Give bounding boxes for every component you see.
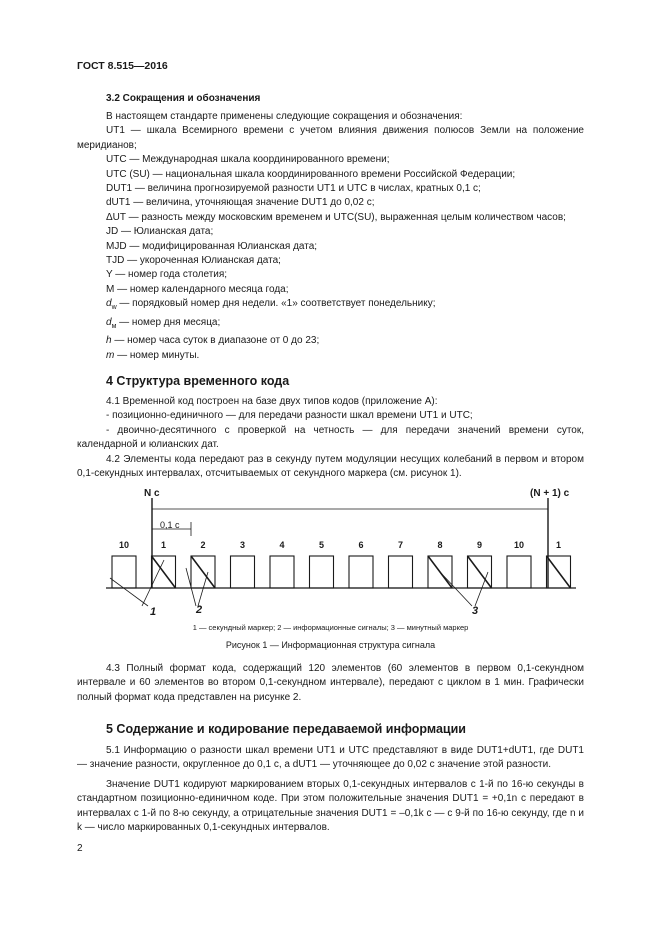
slot-label: 10 <box>118 540 130 550</box>
slot-box <box>112 556 136 588</box>
figure-1-caption: Рисунок 1 — Информационная структура сигнала <box>225 640 436 650</box>
abbrev-dut1: DUT1 — величина прогнозируемой разности UT1 и UTC в числах, кратных 0,1 с; <box>106 183 481 195</box>
slot-label: 3 <box>239 540 246 550</box>
para-5-1-dut1: Значение DUT1 кодируют маркированием вторых 0,1-секундных интервалов с 1-й по 16-ю секунды в стандартном позиционно-единичном коде. При этом положительные значения DUT1 = +0,1n с передают в интервалах с 1-й по 8-ю секунду, а отрицательные значения DUT1 = –0,1k с — с 9-й по 16-ю секунду, где n и k — число маркированных 0,1-секундных интервалов. <box>77 778 584 834</box>
abbrev-dw: $d_w$ — порядковый номер дня недели. «1» соответствует понедельнику; <box>106 298 436 312</box>
slot-label: 5 <box>318 540 325 550</box>
para-4-3: 4.3 Полный формат кода, содержащий 120 элементов (60 элементов в первом 0,1-секундном интервале и 60 элементов во втором 0,1-секундном интервале), передают с циклом в 1 мин. Графически полный формат кода представлен на рисунке 2. <box>77 663 584 703</box>
page-number: 2 <box>77 843 83 854</box>
slot-box <box>270 556 294 588</box>
abbrev-jd: JD — Юлианская дата; <box>106 226 214 238</box>
section-4-body <box>77 395 584 481</box>
slot-label: 6 <box>358 540 364 550</box>
callout-1-line-a <box>142 560 164 606</box>
callout-3-label: 3 <box>472 605 479 617</box>
section-4-title: 4 Структура временного кода <box>106 374 290 388</box>
label-interval: 0,1 с <box>160 520 180 530</box>
abbrev-delta-ut: ΔUT — разность между московским временем и UTC(SU), выраженная целым количеством часов; <box>106 211 566 223</box>
callout-2-label: 2 <box>196 604 203 616</box>
abbrev-dut1-small: dUT1 — величина, уточняющая значение DUT1 до 0,02 с; <box>106 197 375 209</box>
section-5-title: 5 Содержание и кодирование передаваемой информации <box>106 722 466 736</box>
callout-1-label: 1 <box>150 606 157 618</box>
bullet-positional: - позиционно-единичного — для передачи разности шкал времени UT1 и UTC; <box>106 410 473 422</box>
document-header: ГОСТ 8.515—2016 <box>77 60 168 72</box>
section-5-body <box>77 744 584 835</box>
abbrev-y: Y — номер года столетия; <box>106 269 228 281</box>
abbrev-tjd: TJD — укороченная Юлианская дата; <box>106 255 281 267</box>
abbrev-utc-su: UTC (SU) — национальная шкала координированного времени Российской Федерации; <box>106 168 516 180</box>
abbrev-mjd: MJD — модифицированная Юлианская дата; <box>106 240 318 252</box>
para-4-2: 4.2 Элементы кода передают раз в секунду путем модуляции несущих колебаний в первом и втором 0,1-секундных интервалах, отсчитываемых от секундного маркера (см. рисунок 1). <box>77 453 584 480</box>
label-n: N c <box>144 488 160 499</box>
para-4-3-wrap <box>77 662 584 705</box>
slot-label: 8 <box>437 540 443 550</box>
bullet-bcd: - двоично-десятичного с проверкой на четность — для передачи значений времени суток, календарной и юлианских дат. <box>77 424 584 451</box>
callout-3-line-b <box>475 572 488 606</box>
slot-label: 7 <box>397 540 404 550</box>
abbrev-dm: $d_м$ — номер дня месяца; <box>106 316 221 330</box>
para-5-1: 5.1 Информацию о разности шкал времени UT1 и UTC представляют в виде DUT1+dUT1, где DUT1 — значение разности, округленное до 0,1 с, a dUT1 — уточняющее до 0,02 с значение этой разности. <box>77 745 584 771</box>
section-3-2-body <box>77 110 584 363</box>
abbrev-utc: UTC — Международная шкала координированного времени; <box>106 154 390 166</box>
slot-label: 2 <box>200 540 206 550</box>
label-n-plus-1: (N + 1) c <box>530 488 570 499</box>
section-3-2-intro: В настоящем стандарте применены следующие сокращения и обозначения: <box>106 111 463 122</box>
abbrev-ut1: UT1 — шкала Всемирного времени с учетом влияния движения полюсов Земли на положение меридианов; <box>77 125 584 151</box>
slot-group <box>112 540 571 588</box>
para-4-1: 4.1 Временной код построен на базе двух типов кодов (приложение А): <box>106 396 438 407</box>
slot-marker-diagonal <box>547 556 571 588</box>
slot-box <box>310 556 334 588</box>
figure-1-signal-structure <box>90 484 590 624</box>
abbrev-min: m — номер минуты. <box>106 349 200 361</box>
slot-box <box>389 556 413 588</box>
abbrev-h: h — номер часа суток в диапазоне от 0 до 23; <box>106 335 320 347</box>
slot-box <box>349 556 373 588</box>
figure-1-legend: 1 — секундный маркер; 2 — информационные сигналы; 3 — минутный маркер <box>192 623 469 632</box>
section-3-2-title: 3.2 Сокращения и обозначения <box>106 93 261 104</box>
slot-marker-diagonal <box>191 556 215 588</box>
slot-label: 9 <box>476 540 483 550</box>
slot-label: 4 <box>279 540 285 550</box>
callout-2-line-b <box>198 572 208 606</box>
slot-label: 1 <box>160 540 167 550</box>
slot-label: 1 <box>555 540 562 550</box>
abbrev-m: M — номер календарного месяца года; <box>106 283 289 295</box>
slot-box <box>231 556 255 588</box>
slot-label: 10 <box>513 540 525 550</box>
callout-1-line-b <box>110 578 148 606</box>
slot-box <box>507 556 531 588</box>
